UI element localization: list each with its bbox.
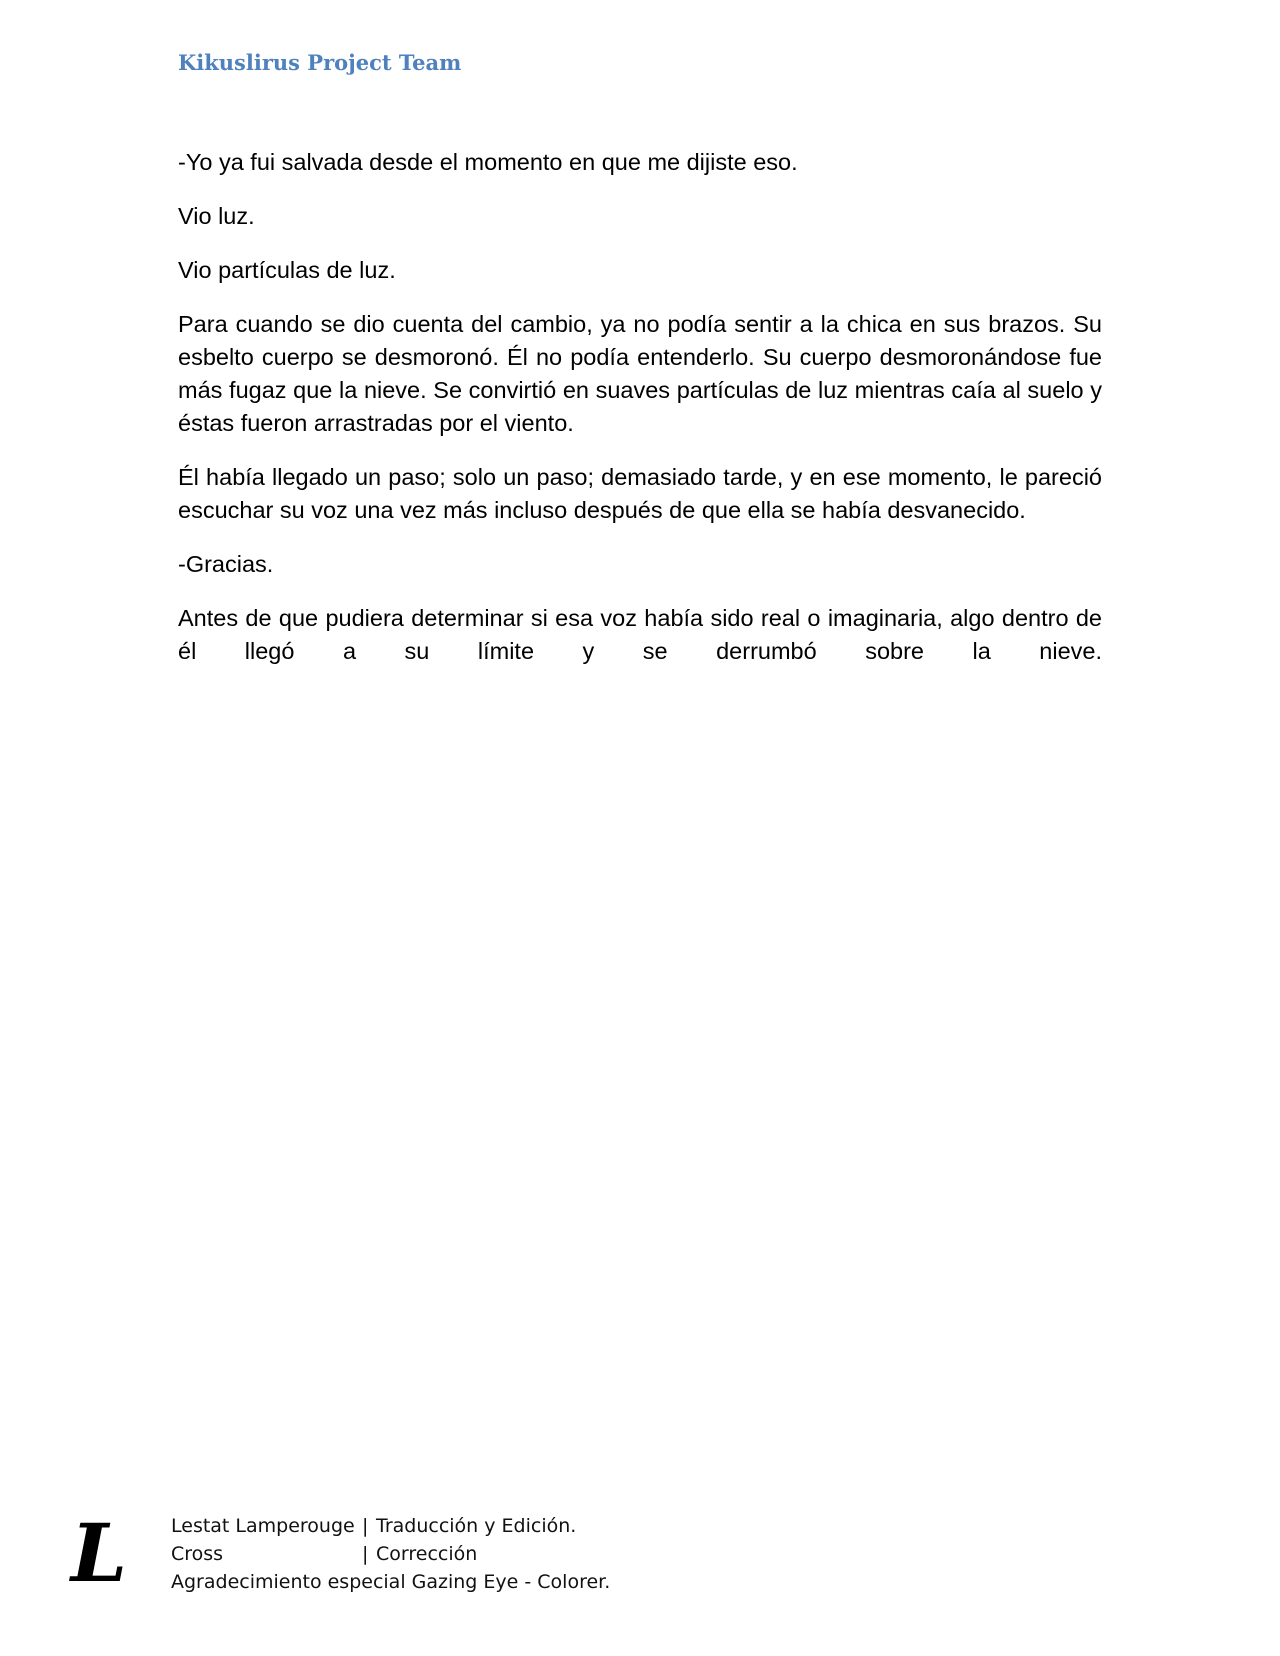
paragraph: -Yo ya fui salvada desde el momento en que me dijiste eso.	[178, 149, 798, 175]
paragraph: Vio partículas de luz.	[178, 257, 396, 283]
logo-letter: L	[70, 1515, 128, 1595]
credit-role: Corrección	[376, 1543, 478, 1565]
thanks-line: Agradecimiento especial Gazing Eye - Colorer.	[171, 1571, 611, 1593]
credit-name: Lestat Lamperouge	[171, 1515, 355, 1537]
credit-line	[171, 1540, 610, 1568]
paragraph: Él había llegado un paso; solo un paso; demasiado tarde, y en ese momento, le pareció escuchar su voz una vez más incluso después de que ella se había desvanecido.	[178, 464, 1102, 523]
paragraph: Antes de que pudiera determinar si esa voz había sido real o imaginaria, algo dentro de él llegó a su límite y se derrumbó sobre la nieve.	[178, 605, 1102, 664]
paragraph: -Gracias.	[178, 551, 274, 577]
footer-credits	[171, 1512, 610, 1596]
credit-separator: |	[362, 1543, 369, 1565]
paragraph: Vio luz.	[178, 203, 255, 229]
credit-name: Cross	[171, 1543, 224, 1565]
document-body	[178, 146, 1102, 689]
credit-role: Traducción y Edición.	[376, 1515, 577, 1537]
paragraph: Para cuando se dio cuenta del cambio, ya no podía sentir a la chica en sus brazos. Su esbelto cuerpo se desmoronó. Él no podía entenderlo. Su cuerpo desmoronándose fue más fugaz que la nieve. Se convirtió en suaves partículas de luz mientras caía al suelo y éstas fueron arrastradas por el viento.	[178, 311, 1102, 436]
credit-line	[171, 1512, 610, 1540]
header-title: Kikuslirus Project Team	[178, 50, 462, 75]
gothic-letter-L-icon	[66, 1515, 132, 1595]
credit-separator: |	[362, 1515, 369, 1537]
footer	[66, 1515, 866, 1615]
